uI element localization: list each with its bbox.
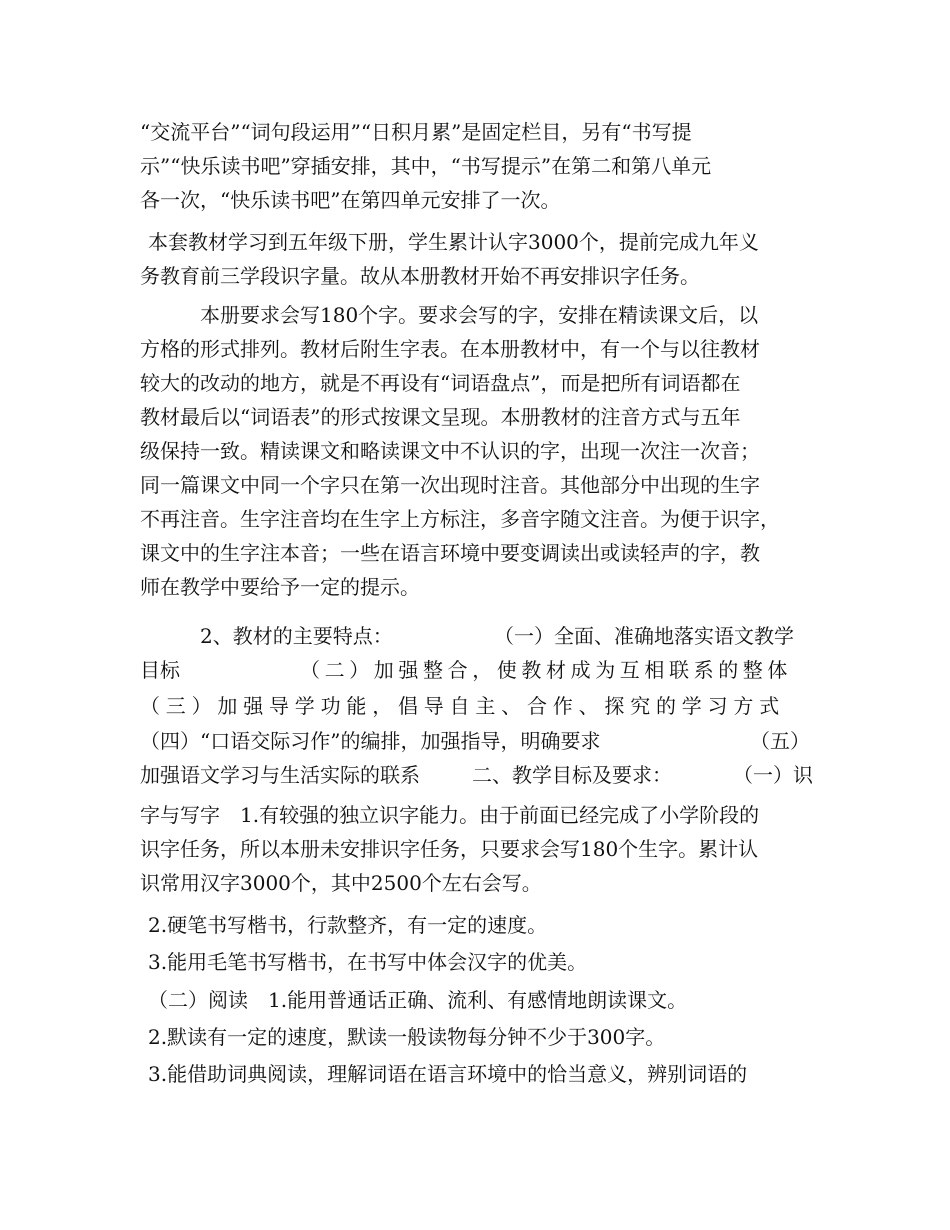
text-line: 课文中的生字注本音；一些在语言环境中要变调读出或读轻声的字，教 [140,541,760,565]
text-line: 字与写字 1.有较强的独立识字能力。由于前面已经完成了小学阶段的 [140,803,760,827]
section-heading: 二、教学目标及要求： [472,763,672,787]
text-line: （二）加强整合，使教材成为互相联系的整体 [300,658,792,682]
text-line: 同一篇课文中同一个字只在第一次出现时注音。其他部分中出现的生字 [140,473,760,497]
text-line: 较大的改动的地方，就是不再设有“词语盘点”，而是把所有词语都在 [140,371,741,395]
text-line: 不再注音。生字注音均在生字上方标注，多音字随文注音。为便于识字， [140,507,780,531]
text-line: （一）识 [733,763,813,787]
text-line: 2.硬笔书写楷书，行款整齐，有一定的速度。 [148,913,548,937]
text-line: （一）全面、准确地落实语文教学 [494,624,794,648]
text-line: 2.默读有一定的速度，默读一般读物每分钟不少于300字。 [148,1025,666,1049]
text-line: 师在教学中要给予一定的提示。 [140,575,420,599]
text-line: 教材最后以“词语表”的形式按课文呈现。本册教材的注音方式与五年 [140,405,741,429]
text-line: “交流平台”“词句段运用”“日积月累”是固定栏目，另有“书写提 [140,120,692,144]
section-heading: 2、教材的主要特点： [200,624,393,648]
text-line: 示”“快乐读书吧”穿插安排，其中，“书写提示”在第二和第八单元 [140,154,712,178]
text-line: 3.能借助词典阅读，理解词语在语言环境中的恰当意义，辨别词语的 [148,1062,748,1086]
text-line: 目标 [140,658,180,682]
text-line: 务教育前三学段识字量。故从本册教材开始不再安排识字任务。 [140,264,700,288]
text-line: 级保持一致。精读课文和略读课文中不认识的字，出现一次注一次音； [140,439,760,463]
text-line: 本套教材学习到五年级下册，学生累计认字3000个，提前完成九年义 [148,230,759,254]
text-line: （二）阅读 1.能用普通话正确、流利、有感情地朗读课文。 [148,988,688,1012]
text-line: 识常用汉字3000个，其中2500个左右会写。 [140,871,542,895]
text-line: 各一次，“快乐读书吧”在第四单元安排了一次。 [140,188,561,212]
text-line: （五） [750,729,810,753]
text-line: 识字任务，所以本册未安排识字任务，只要求会写180个生字。累计认 [140,837,759,861]
text-line: 本册要求会写180个字。要求会写的字，安排在精读课文后，以 [200,303,759,327]
text-line: 3.能用毛笔书写楷书，在书写中体会汉字的优美。 [148,950,588,974]
text-line: （四）“口语交际习作”的编排，加强指导，明确要求 [140,729,601,753]
text-line: 加强语文学习与生活实际的联系 [140,763,420,787]
text-line: （三）加强导学功能，倡导自主、合作、探究的学习方式 [140,694,785,718]
text-line: 方格的形式排列。教材后附生字表。在本册教材中，有一个与以往教材 [140,337,760,361]
